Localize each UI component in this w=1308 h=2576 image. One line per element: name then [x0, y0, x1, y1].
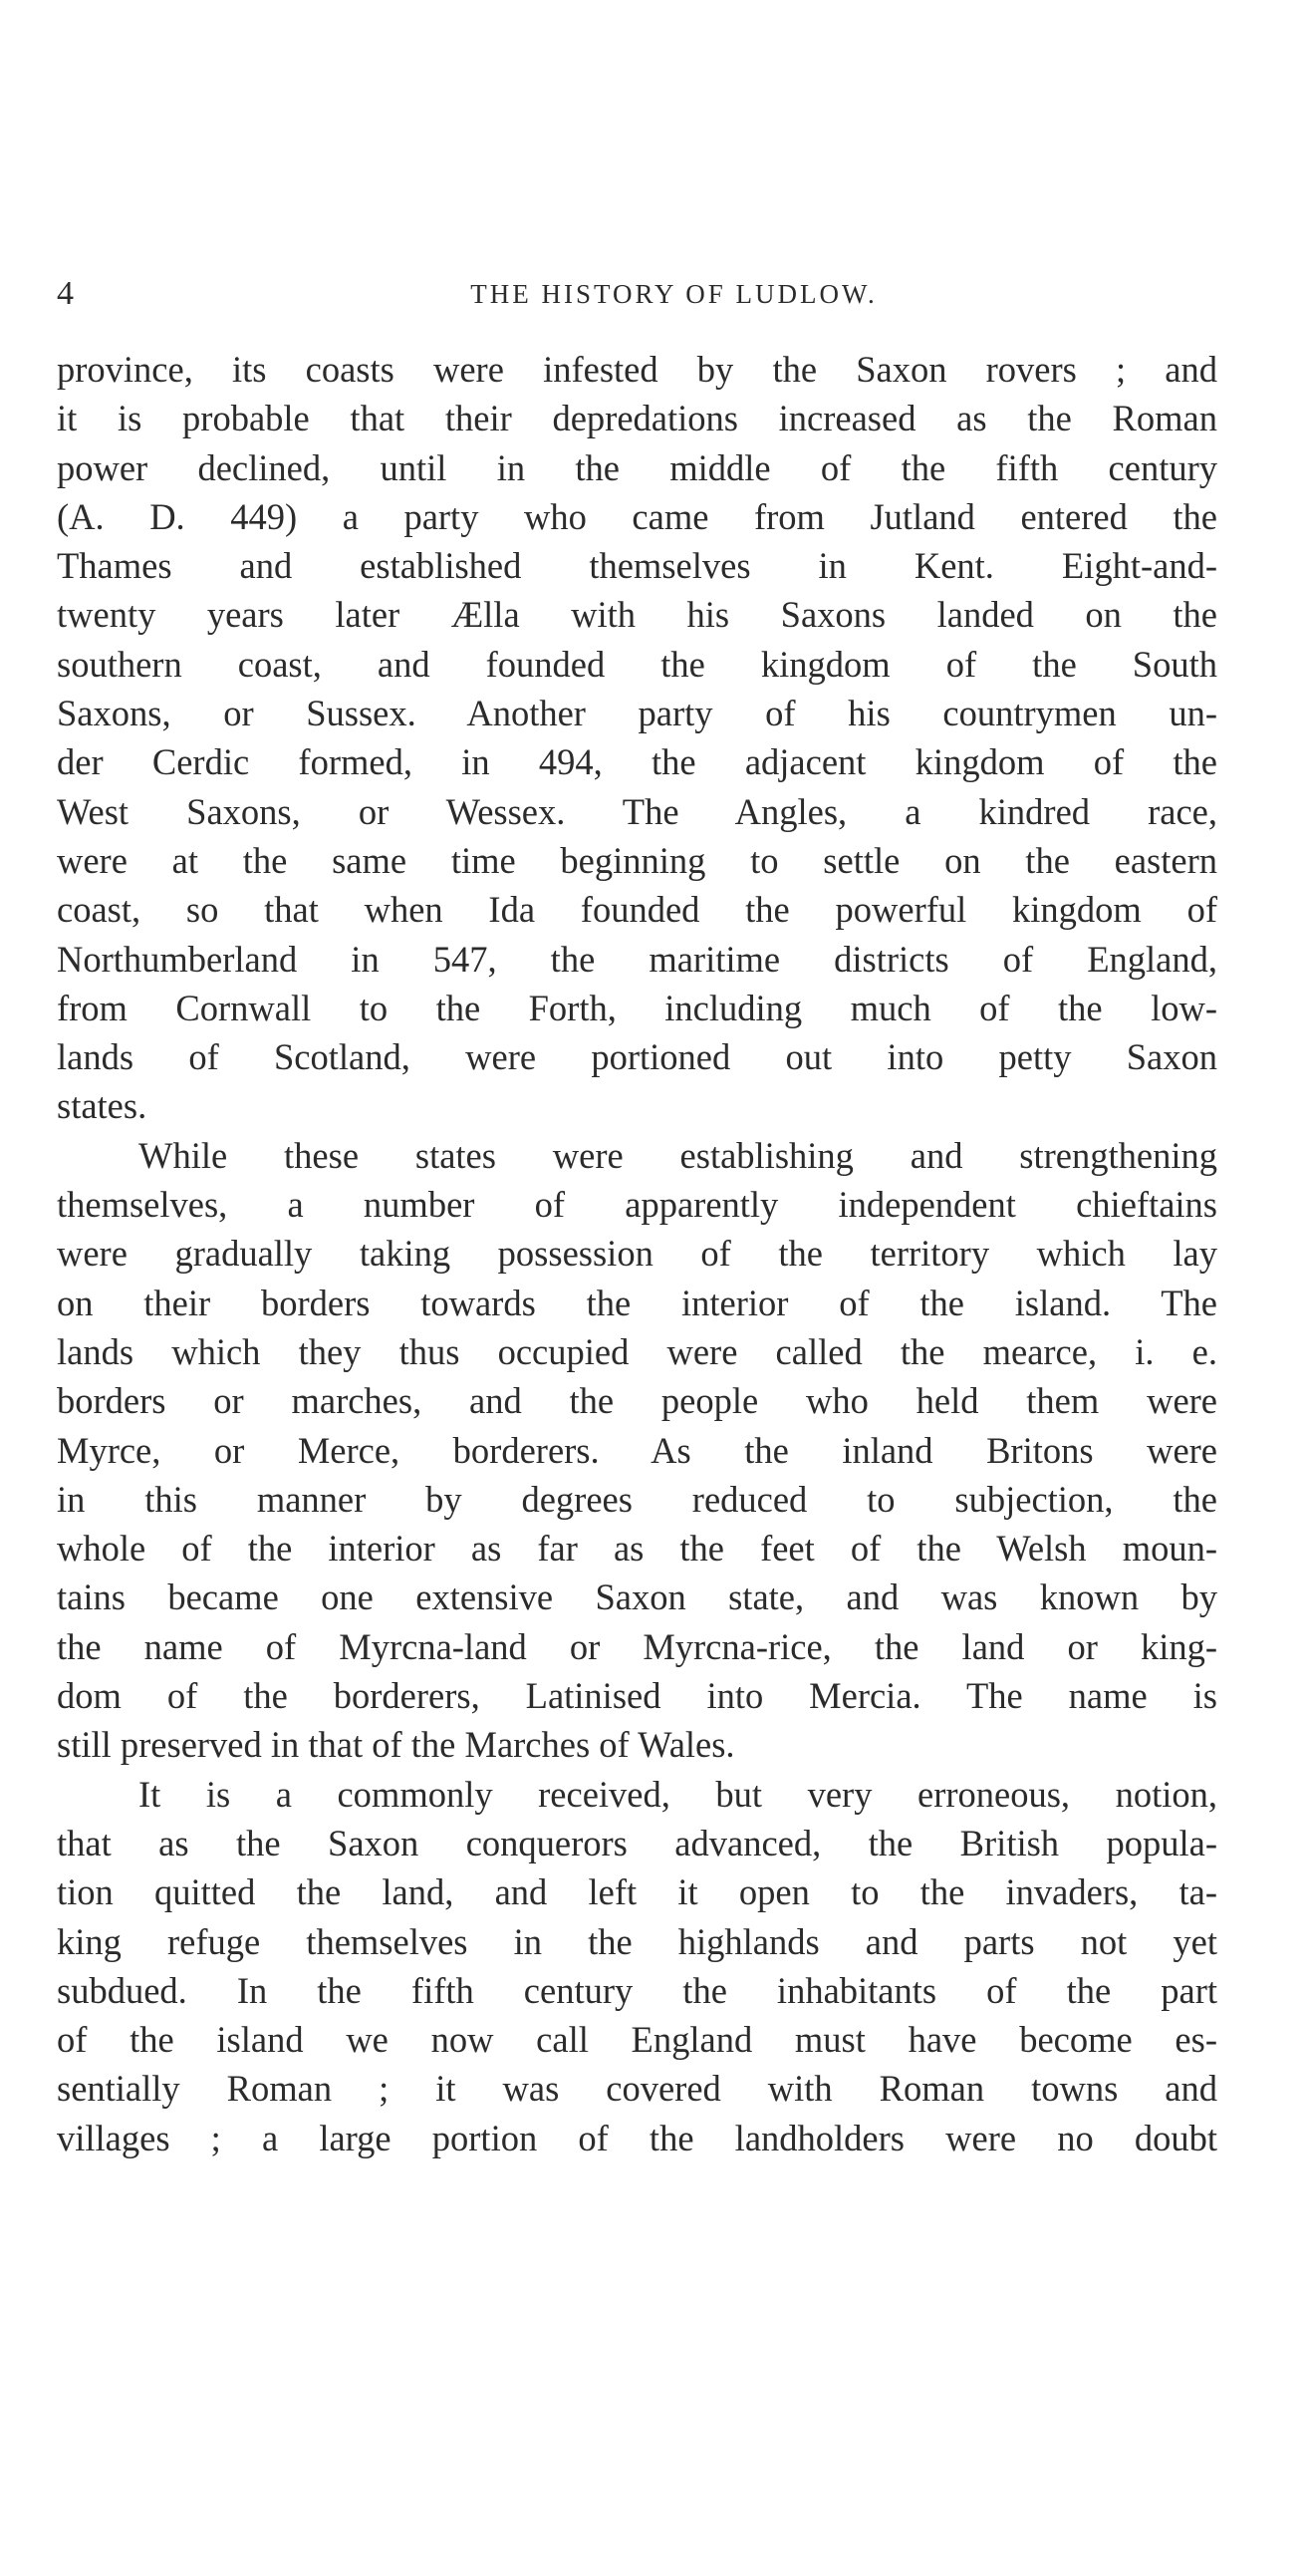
text-line: were gradually taking possession of the territory which lay	[57, 1233, 1217, 1275]
text-line: from Cornwall to the Forth, including much of the low-	[57, 987, 1217, 1028]
text-line: Northumberland in 547, the maritime districts of England,	[57, 938, 1217, 980]
page-number: 4	[57, 275, 74, 312]
text-line: villages ; a large portion of the landholders were no doubt	[57, 2117, 1217, 2158]
text-line: Thames and established themselves in Kent. Eight-and-	[57, 545, 1217, 587]
text-line: were at the same time beginning to settle on the eastern	[57, 839, 1217, 881]
text-line: tion quitted the land, and left it open to the invaders, ta-	[57, 1871, 1217, 1913]
text-line: on their borders towards the interior of the island. The	[57, 1282, 1217, 1323]
text-line: it is probable that their depredations increased as the Roman	[57, 398, 1217, 439]
text-line: power declined, until in the middle of the fifth century	[57, 446, 1217, 488]
text-line: (A. D. 449) a party who came from Jutland entered the	[57, 495, 1217, 537]
text-line: der Cerdic formed, in 494, the adjacent kingdom of the	[57, 741, 1217, 783]
text-line: twenty years later Ælla with his Saxons landed on the	[57, 594, 1217, 636]
text-line: whole of the interior as far as the feet of the Welsh moun-	[57, 1528, 1217, 1570]
text-line: It is a commonly received, but very erroneous, notion,	[138, 1773, 1217, 1815]
text-line: king refuge themselves in the highlands and parts not yet	[57, 1920, 1217, 1962]
text-line: Saxons, or Sussex. Another party of his countrymen un-	[57, 693, 1217, 734]
text-line: themselves, a number of apparently independent chieftains	[57, 1184, 1217, 1226]
text-line: lands which they thus occupied were called the mearce, i. e.	[57, 1330, 1217, 1372]
text-line: still preserved in that of the Marches of Wales.	[57, 1724, 735, 1766]
text-line: sentially Roman ; it was covered with Roman towns and	[57, 2068, 1217, 2110]
text-line: subdued. In the fifth century the inhabitants of the part	[57, 1969, 1217, 2011]
page-header	[0, 269, 1308, 319]
text-line: in this manner by degrees reduced to subjection, the	[57, 1478, 1217, 1520]
running-head: THE HISTORY OF LUDLOW.	[470, 279, 878, 309]
text-line: that as the Saxon conquerors advanced, the British popula-	[57, 1822, 1217, 1863]
text-line: southern coast, and founded the kingdom of the South	[57, 643, 1217, 685]
text-line: of the island we now call England must have become es-	[57, 2019, 1217, 2061]
text-line: states.	[57, 1085, 147, 1127]
text-line: borders or marches, and the people who held them were	[57, 1380, 1217, 1422]
text-line: West Saxons, or Wessex. The Angles, a kindred race,	[57, 790, 1217, 832]
text-line: While these states were establishing and strengthening	[138, 1134, 1217, 1176]
text-line: coast, so that when Ida founded the powerful kingdom of	[57, 889, 1217, 931]
text-line: Myrce, or Merce, borderers. As the inland Britons were	[57, 1429, 1217, 1471]
text-line: province, its coasts were infested by the Saxon rovers ; and	[57, 349, 1217, 390]
text-line: lands of Scotland, were portioned out into petty Saxon	[57, 1036, 1217, 1078]
text-line: the name of Myrcna-land or Myrcna-rice, the land or king-	[57, 1625, 1217, 1667]
body-text	[57, 345, 1217, 2162]
text-line: dom of the borderers, Latinised into Mercia. The name is	[57, 1675, 1217, 1717]
text-line: tains became one extensive Saxon state, and was known by	[57, 1576, 1217, 1618]
